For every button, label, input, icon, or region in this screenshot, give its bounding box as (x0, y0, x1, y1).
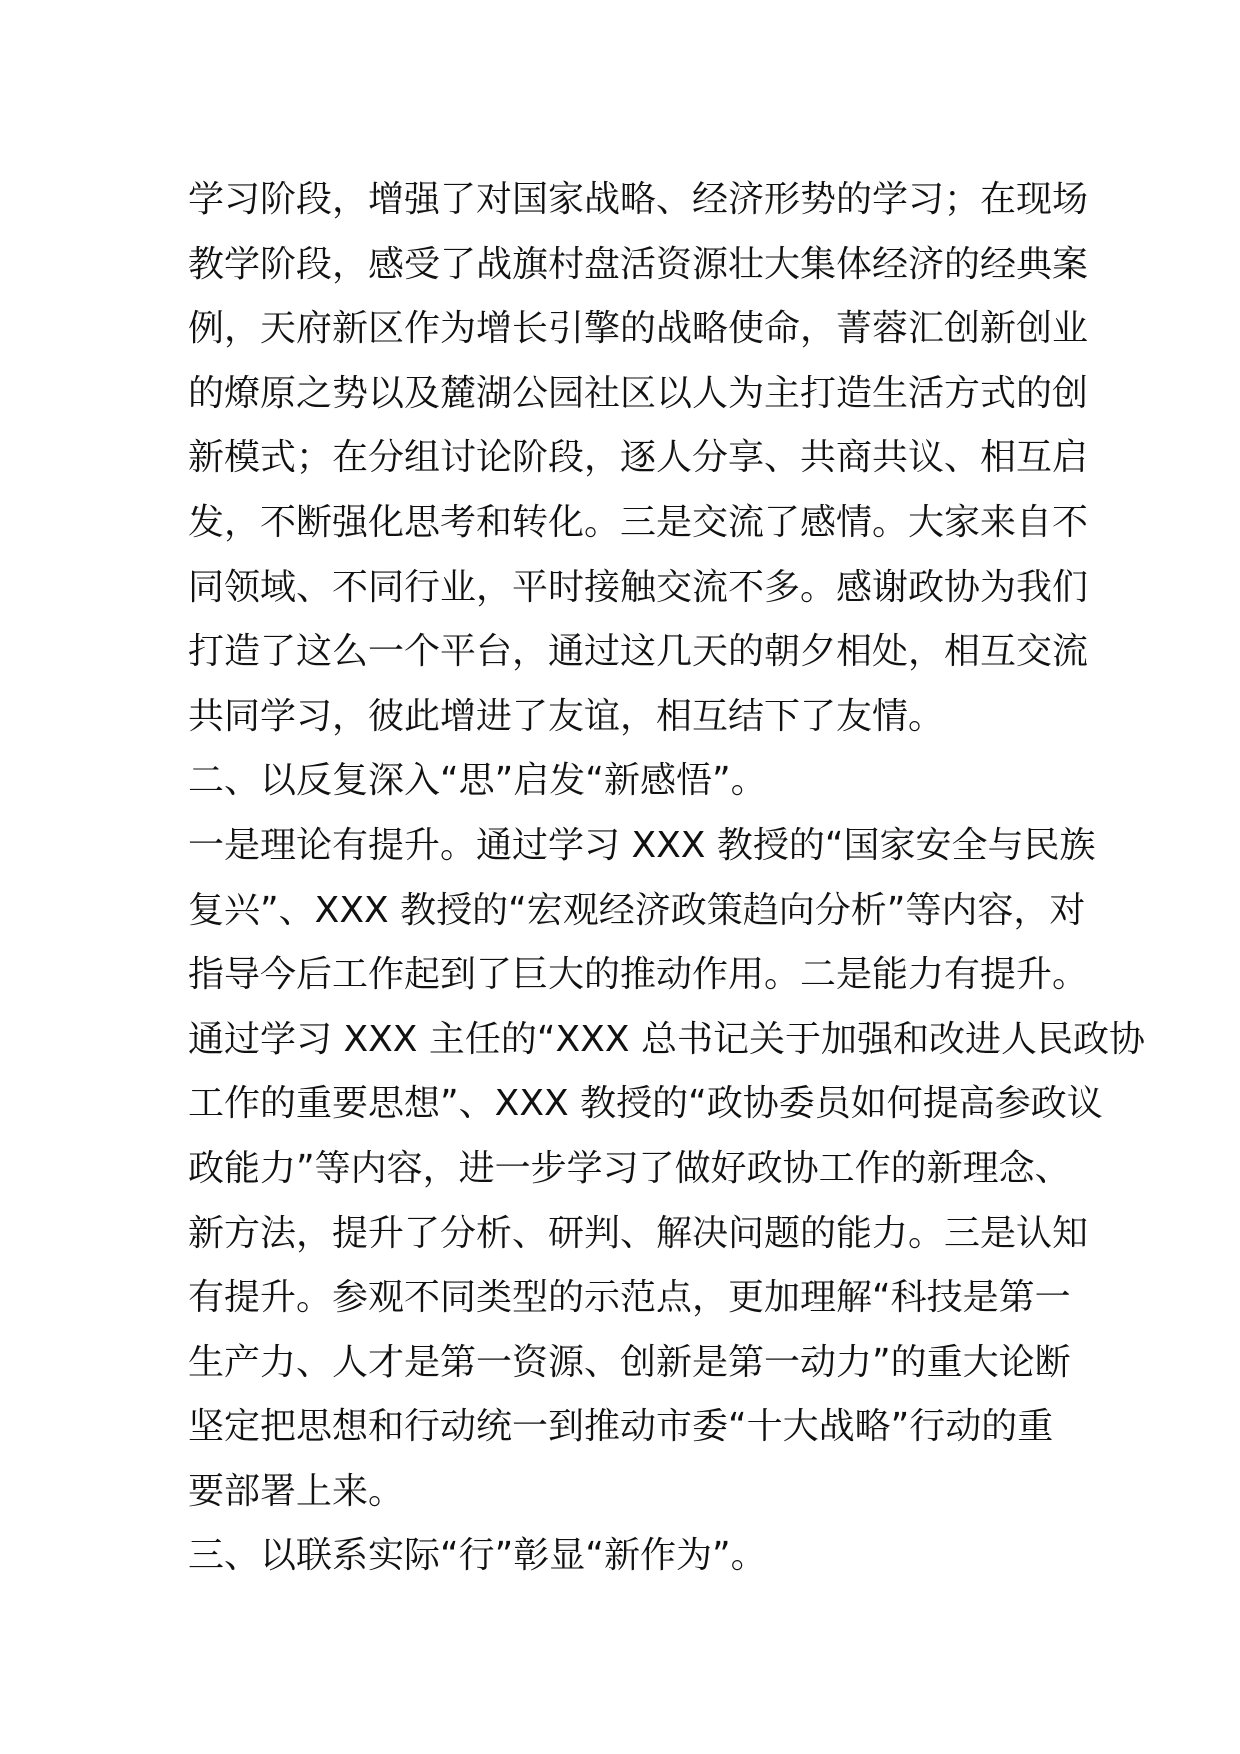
text-line: 例，天府新区作为增长引擎的战略使命，菁蓉汇创新创业 (188, 308, 1089, 350)
text-line: 一是理论有提升。通过学习 XXX 教授的“国家安全与民族 (188, 824, 1096, 866)
text-line: 的燎原之势以及麓湖公园社区以人为主打造生活方式的创 (188, 372, 1089, 414)
text-line: 复兴”、XXX 教授的“宏观经济政策趋向分析”等内容，对 (188, 889, 1086, 931)
text-line: 共同学习，彼此增进了友谊，相互结下了友情。 (188, 695, 945, 737)
text-line: 工作的重要思想”、XXX 教授的“政协委员如何提高参政议 (188, 1083, 1103, 1125)
text-line: 坚定把思想和行动统一到推动市委“十大战略”行动的重 (188, 1406, 1054, 1448)
text-line: 教学阶段，感受了战旗村盘活资源壮大集体经济的经典案 (188, 243, 1089, 285)
text-line: 新模式；在分组讨论阶段，逐人分享、共商共议、相互启 (188, 437, 1089, 479)
text-line: 新方法，提升了分析、研判、解决问题的能力。三是认知 (188, 1212, 1089, 1254)
text-line: 要部署上来。 (188, 1470, 405, 1512)
text-line: 学习阶段，增强了对国家战略、经济形势的学习；在现场 (188, 179, 1089, 220)
text-line: 发，不断强化思考和转化。三是交流了感情。大家来自不 (188, 501, 1089, 543)
document-body (188, 168, 1145, 1589)
text-line: 打造了这么一个平台，通过这几天的朝夕相处，相互交流 (188, 631, 1089, 673)
text-line: 通过学习 XXX 主任的“XXX 总书记关于加强和改进人民政协 (188, 1018, 1145, 1060)
text-line: 有提升。参观不同类型的示范点，更加理解“科技是第一 (188, 1277, 1071, 1319)
text-line: 同领域、不同行业，平时接触交流不多。感谢政协为我们 (188, 566, 1089, 608)
section-heading: 二、以反复深入“思”启发“新感悟”。 (188, 760, 767, 802)
text-line: 政能力”等内容，进一步学习了做好政协工作的新理念、 (188, 1147, 1071, 1189)
section-heading: 三、以联系实际“行”彰显“新作为”。 (188, 1535, 767, 1577)
text-line: 生产力、人才是第一资源、创新是第一动力”的重大论断 (188, 1341, 1071, 1383)
text-line: 指导今后工作起到了巨大的推动作用。二是能力有提升。 (188, 954, 1089, 996)
